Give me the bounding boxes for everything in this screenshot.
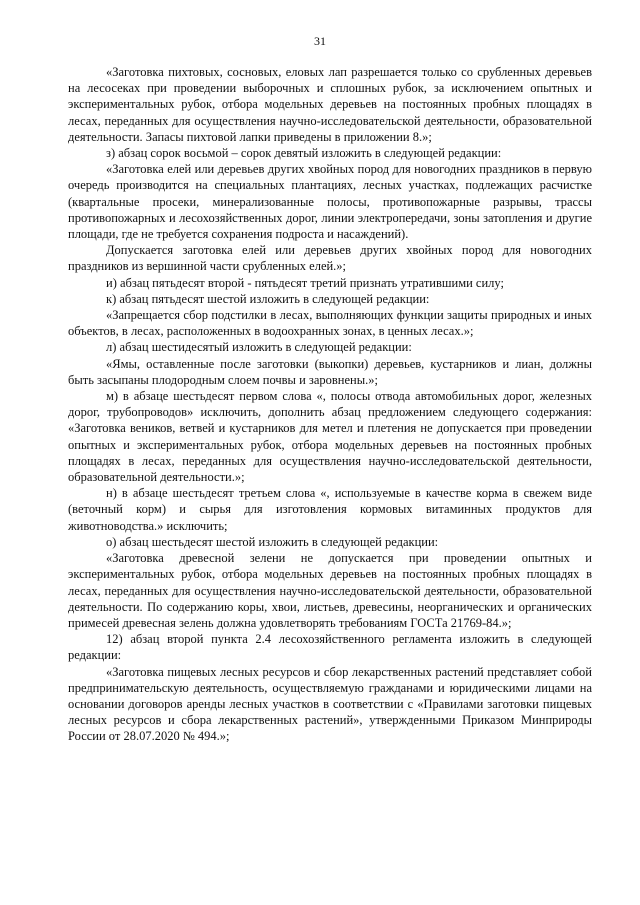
paragraph: «Запрещается сбор подстилки в лесах, выполняющих функции защиты природных и иных объектов, в лесах, расположенных в водоохранных зонах, в ценных лесах.»; bbox=[68, 308, 592, 339]
paragraph: м) в абзаце шестьдесят первом слова «, полосы отвода автомобильных дорог, железных дорог, трубопроводов» исключить, дополнить абзац предложением следующего содержания: «Заготовка веников, ветвей и кустарников для метел и плетения не допускается при проведении опытных и экспериментальных рубок, отбора модельных деревьев на постоянных пробных площадях в лесах, переданных для осуществления научно-исследовательской деятельности, образовательной деятельности.»; bbox=[68, 389, 592, 485]
paragraph: «Ямы, оставленные после заготовки (выкопки) деревьев, кустарников и лиан, должны быть засыпаны плодородным слоем почвы и заровнены.»; bbox=[68, 356, 592, 387]
paragraph: н) в абзаце шестьдесят третьем слова «, используемые в качестве корма в свежем виде (веточный корм) и сырья для изготовления кормовых витаминных продуктов для животноводства.» исключить; bbox=[68, 486, 592, 533]
paragraph: о) абзац шестьдесят шестой изложить в следующей редакции: bbox=[106, 534, 439, 549]
paragraph: 12) абзац второй пункта 2.4 лесохозяйственного регламента изложить в следующей редакции: bbox=[68, 632, 592, 663]
paragraph: «Заготовка древесной зелени не допускается при проведении опытных и экспериментальных рубок, отбора модельных деревьев на постоянных пробных площадях в лесах, переданных для осуществления научно-исследовательской деятельности, образовательной деятельности. По содержанию коры, хвои, листьев, древесины, неорганических и органических примесей древесная зелень должна удовлетворять требованиям ГОСТа 21769-84.»; bbox=[68, 551, 592, 630]
paragraph: з) абзац сорок восьмой – сорок девятый изложить в следующей редакции: bbox=[106, 146, 502, 161]
document-body bbox=[68, 64, 592, 745]
paragraph: «Заготовка пихтовых, сосновых, еловых лап разрешается только со срубленных деревьев на лесосеках при проведении выборочных и сплошных рубок, за исключением опытных и экспериментальных рубок, отбора модельных деревьев на постоянных пробных площадях в лесах, переданных для осуществления научно-исследовательской деятельности, образовательной деятельности. Запасы пихтовой лапки приведены в приложении 8.»; bbox=[68, 65, 592, 144]
paragraph: «Заготовка пищевых лесных ресурсов и сбор лекарственных растений представляет собой предпринимательскую деятельность, осуществляемую гражданами и юридическими лицами на основании договоров аренды лесных участков в соответствии с «Правилами заготовки пищевых лесных ресурсов и сбора лекарственных растений», утвержденными Приказом Минприроды России от 28.07.2020 № 494.»; bbox=[68, 664, 592, 744]
paragraph: л) абзац шестидесятый изложить в следующей редакции: bbox=[106, 340, 412, 355]
paragraph: Допускается заготовка елей или деревьев других хвойных пород для новогодних праздников из вершинной части срубленных елей.»; bbox=[68, 243, 592, 274]
paragraph: и) абзац пятьдесят второй - пятьдесят третий признать утратившими силу; bbox=[106, 275, 504, 290]
paragraph: «Заготовка елей или деревьев других хвойных пород для новогодних праздников в первую очередь производится на специальных плантациях, лесных участках, подлежащих расчистке (квартальные просеки, минерализованные полосы, противопожарные разрывы, трассы противопожарных и лесохозяйственных дорог, линии электропередачи, зоны затопления и другие площади, где не требуется сохранения подроста и насаждений). bbox=[68, 162, 592, 242]
paragraph: к) абзац пятьдесят шестой изложить в следующей редакции: bbox=[106, 291, 430, 306]
page-number: 31 bbox=[314, 34, 326, 48]
